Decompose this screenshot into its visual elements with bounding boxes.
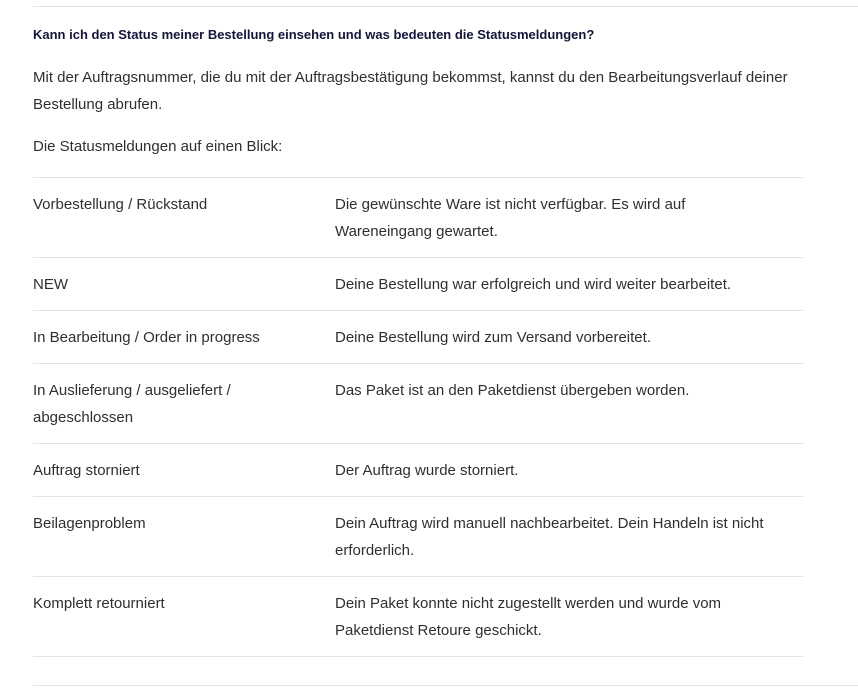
status-description: Der Auftrag wurde storniert. [335, 444, 803, 497]
status-name: Auftrag storniert [33, 444, 335, 497]
status-table [33, 177, 803, 657]
faq-entry [33, 25, 803, 657]
status-description: Das Paket ist an den Paketdienst übergeben worden. [335, 364, 803, 444]
status-name: In Bearbeitung / Order in progress [33, 311, 335, 364]
status-name: Komplett retourniert [33, 577, 335, 657]
table-row [33, 444, 803, 497]
status-description: Deine Bestellung war erfolgreich und wird weiter bearbeitet. [335, 258, 803, 311]
status-name: NEW [33, 258, 335, 311]
faq-answer: Mit der Auftragsnummer, die du mit der Auftragsbestätigung bekommst, kannst du den Bearbeitungsverlauf deiner Bestellung abrufen. [33, 69, 788, 113]
table-row [33, 311, 803, 364]
status-description: Dein Auftrag wird manuell nachbearbeitet. Dein Handeln ist nicht erforderlich. [335, 497, 803, 577]
top-divider [33, 6, 858, 7]
table-row [33, 577, 803, 657]
table-row [33, 364, 803, 444]
status-name: Beilagenproblem [33, 497, 335, 577]
bottom-divider [33, 685, 858, 686]
status-intro: Die Statusmeldungen auf einen Blick: [33, 138, 283, 155]
faq-question: Kann ich den Status meiner Bestellung einsehen und was bedeuten die Statusmeldungen? [33, 27, 595, 42]
status-description: Deine Bestellung wird zum Versand vorbereitet. [335, 311, 803, 364]
status-description: Dein Paket konnte nicht zugestellt werden und wurde vom Paketdienst Retoure geschickt. [335, 577, 803, 657]
status-name: In Auslieferung / ausgeliefert / abgeschlossen [33, 364, 335, 444]
table-row [33, 178, 803, 258]
table-row [33, 497, 803, 577]
table-row [33, 258, 803, 311]
status-name: Vorbestellung / Rückstand [33, 178, 335, 258]
status-description: Die gewünschte Ware ist nicht verfügbar. Es wird auf Wareneingang gewartet. [335, 178, 803, 258]
